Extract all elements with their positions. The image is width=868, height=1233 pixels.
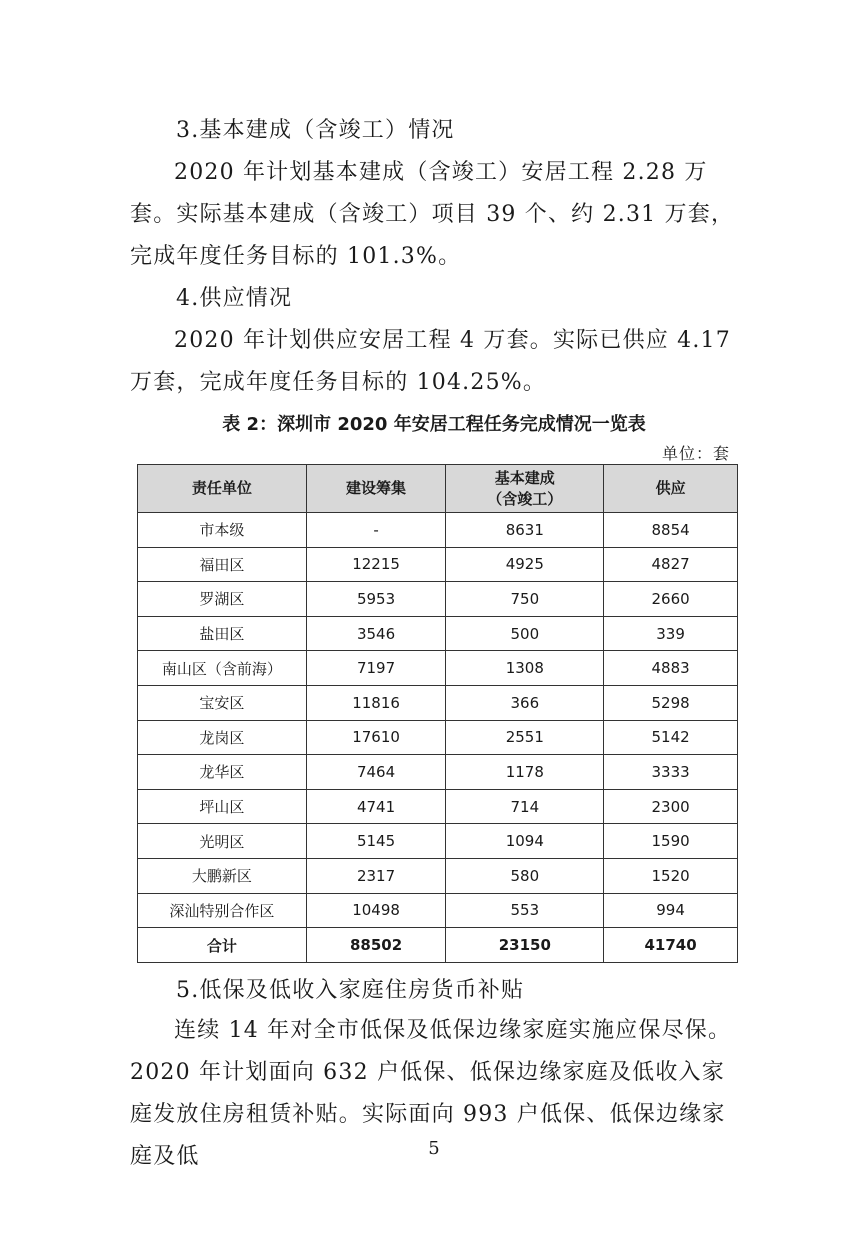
table-cell: 17610 — [306, 720, 446, 755]
table-cell: 714 — [446, 789, 604, 824]
table-cell: 2551 — [446, 720, 604, 755]
table-cell: 3546 — [306, 616, 446, 651]
section-5-body: 连续 14 年对全市低保及低保边缘家庭实施应保尽保。2020 年计划面向 632 户低保、低保边缘家庭及低收入家庭发放住房租赁补贴。实际面向 993 户低保、低保边缘家庭及低 — [130, 1018, 732, 1169]
table-row — [138, 685, 738, 720]
table-cell: 龙华区 — [138, 755, 307, 790]
table-cell: 8854 — [604, 513, 738, 548]
table-row — [138, 616, 738, 651]
table-cell: 龙岗区 — [138, 720, 307, 755]
table-cell: 580 — [446, 858, 604, 893]
header-responsible-unit: 责任单位 — [138, 465, 307, 513]
table-cell: 4883 — [604, 651, 738, 686]
table-cell: 深汕特别合作区 — [138, 893, 307, 928]
table-row — [138, 720, 738, 755]
table-cell: 11816 — [306, 685, 446, 720]
table-cell: 大鹏新区 — [138, 858, 307, 893]
table-row — [138, 893, 738, 928]
table-row — [138, 858, 738, 893]
table-title: 表 2：深圳市 2020 年安居工程任务完成情况一览表 — [222, 414, 646, 435]
table-cell: 7464 — [306, 755, 446, 790]
table-cell: 市本级 — [138, 513, 307, 548]
table-cell: 500 — [446, 616, 604, 651]
table-cell: 2300 — [604, 789, 738, 824]
table-row — [138, 789, 738, 824]
header-basic-completion-line1: 基本建成 — [494, 468, 555, 487]
header-supply: 供应 — [604, 465, 738, 513]
table-cell: 1308 — [446, 651, 604, 686]
table-cell: 福田区 — [138, 547, 307, 582]
housing-completion-table — [137, 464, 738, 963]
table-header-row — [138, 465, 738, 513]
page-number: 5 — [428, 1138, 440, 1159]
table-cell: 2317 — [306, 858, 446, 893]
table-cell: 5145 — [306, 824, 446, 859]
table-cell: 1590 — [604, 824, 738, 859]
table-cell: 3333 — [604, 755, 738, 790]
table-cell: 光明区 — [138, 824, 307, 859]
table-cell: 坪山区 — [138, 789, 307, 824]
total-label: 合计 — [138, 928, 307, 963]
table-cell: 1520 — [604, 858, 738, 893]
section-3-heading: 3.基本建成（含竣工）情况 — [176, 118, 455, 143]
table-row — [138, 547, 738, 582]
table-cell: 1178 — [446, 755, 604, 790]
table-cell: - — [306, 513, 446, 548]
table-row — [138, 755, 738, 790]
table-cell: 4827 — [604, 547, 738, 582]
table-cell: 994 — [604, 893, 738, 928]
table-cell: 12215 — [306, 547, 446, 582]
total-supply: 41740 — [604, 928, 738, 963]
table-row — [138, 651, 738, 686]
section-4-body: 2020 年计划供应安居工程 4 万套。实际已供应 4.17 万套，完成年度任务目标的 104.25%。 — [130, 328, 731, 395]
table-cell: 2660 — [604, 582, 738, 617]
table-row — [138, 513, 738, 548]
section-5-heading: 5.低保及低收入家庭住房货币补贴 — [176, 978, 525, 1003]
table-cell: 罗湖区 — [138, 582, 307, 617]
table-cell: 10498 — [306, 893, 446, 928]
header-basic-completion — [446, 465, 604, 513]
table-cell: 盐田区 — [138, 616, 307, 651]
table-cell: 750 — [446, 582, 604, 617]
table-cell: 4925 — [446, 547, 604, 582]
table-cell: 宝安区 — [138, 685, 307, 720]
table-cell: 5953 — [306, 582, 446, 617]
table-total-row — [138, 928, 738, 963]
table-cell: 5142 — [604, 720, 738, 755]
total-basic-completion: 23150 — [446, 928, 604, 963]
table-cell: 8631 — [446, 513, 604, 548]
table-cell: 366 — [446, 685, 604, 720]
table-cell: 南山区（含前海） — [138, 651, 307, 686]
table-cell: 339 — [604, 616, 738, 651]
section-4-heading: 4.供应情况 — [176, 286, 293, 311]
table-row — [138, 824, 738, 859]
table-cell: 553 — [446, 893, 604, 928]
table-cell: 4741 — [306, 789, 446, 824]
total-construction-raising: 88502 — [306, 928, 446, 963]
table-cell: 5298 — [604, 685, 738, 720]
header-construction-raising: 建设筹集 — [306, 465, 446, 513]
table-row — [138, 582, 738, 617]
header-basic-completion-line2: （含竣工） — [487, 489, 563, 508]
section-3-body: 2020 年计划基本建成（含竣工）安居工程 2.28 万套。实际基本建成（含竣工）项目 39 个、约 2.31 万套，完成年度任务目标的 101.3%。 — [130, 160, 735, 269]
table-unit-label: 单位：套 — [661, 444, 730, 463]
table-cell: 7197 — [306, 651, 446, 686]
table-cell: 1094 — [446, 824, 604, 859]
